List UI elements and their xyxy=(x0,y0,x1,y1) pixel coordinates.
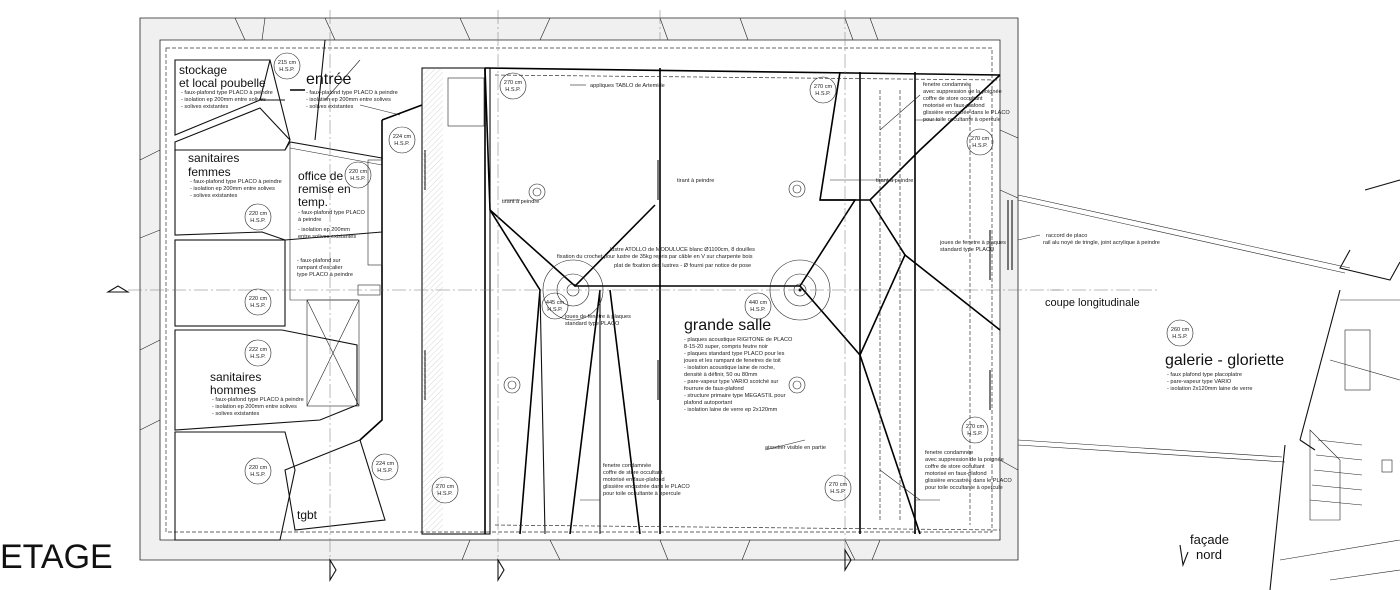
annotation-tirant: tirant à peindre xyxy=(876,178,914,184)
height-marker xyxy=(245,289,271,315)
annotation-joues: standard type PLACO xyxy=(940,247,995,253)
height-sub: H.S.P. xyxy=(250,472,266,478)
room-note: - plaques standard type PLACO pour les xyxy=(684,351,785,357)
room-note: rampant d'escalier xyxy=(297,265,343,271)
height-sub: H.S.P. xyxy=(1172,334,1188,340)
annotation-line: coffre de store occultant xyxy=(603,470,663,476)
room-note: - faux-plafond type PLACO à peindre xyxy=(212,397,304,403)
height-marker xyxy=(967,129,993,155)
room-name-tgbt: tgbt xyxy=(297,508,318,522)
room-name-galerie: galerie - gloriette xyxy=(1165,352,1285,369)
height-marker xyxy=(810,77,836,103)
height-sub: H.S.P. xyxy=(967,431,983,437)
height-value: 224 cm xyxy=(375,461,395,467)
room-note: - isolation ep 200mm entre solives xyxy=(306,97,391,103)
height-marker xyxy=(542,293,568,319)
height-marker xyxy=(372,454,398,480)
annotation-line: avec suppression de la poignée xyxy=(923,89,1002,95)
height-marker xyxy=(962,417,988,443)
height-value: 270 cm xyxy=(435,484,455,490)
height-sub: H.S.P. xyxy=(394,141,410,147)
annotation-fenetre-bottom-mid xyxy=(603,463,690,497)
height-marker xyxy=(1167,320,1193,346)
annotation-line: fenetre condamnée xyxy=(925,450,974,456)
height-value: 440 cm xyxy=(748,300,768,306)
annotation-line: glissière encastrée dans le PLACO xyxy=(603,484,690,490)
room-note: entre solives existantes xyxy=(298,234,357,240)
height-marker xyxy=(825,475,851,501)
height-value: 270 cm xyxy=(965,424,985,430)
height-markers xyxy=(245,53,1193,503)
room-name-entree: entrée xyxy=(306,71,352,88)
room-note: - isolation 2x120mm laine de verre xyxy=(1167,386,1253,392)
room-name-sanitaires-hommes-1: sanitaires xyxy=(210,370,262,384)
height-sub: H.S.P. xyxy=(279,67,295,73)
annotation-line: pour toile occultante à opercule xyxy=(923,117,1001,123)
page-title: ETAGE xyxy=(0,538,113,576)
height-marker xyxy=(500,73,526,99)
height-marker xyxy=(745,293,771,319)
room-note: - faux-plafond type PLACO à peindre xyxy=(181,90,273,96)
room-note: 8-15-20 super, compris feutre noir xyxy=(684,344,768,350)
room-note: - solives existantes xyxy=(181,104,229,110)
room-name-sanitaires-femmes-2: femmes xyxy=(188,165,231,179)
height-value: 270 cm xyxy=(813,84,833,90)
room-note: à peindre xyxy=(298,217,322,223)
height-marker xyxy=(389,127,415,153)
annotation-fenetre-top-right xyxy=(923,82,1010,123)
annotation-line: coffre de store occultant xyxy=(925,464,985,470)
height-sub: H.S.P. xyxy=(972,143,988,149)
height-value: 270 cm xyxy=(970,136,990,142)
room-note: densité à définir, 50 ou 80mm xyxy=(684,372,758,378)
annotation-line: fenetre condamnée xyxy=(923,82,972,88)
room-note: - solives existantes xyxy=(190,193,238,199)
room-note: - faux-plafond sur xyxy=(297,258,341,264)
height-value: 220 cm xyxy=(248,296,268,302)
room-name-office-2: remise en xyxy=(298,182,351,196)
room-note: joues et les rampant de fenetres de toit xyxy=(684,358,781,364)
room-note: - isolation acoustique laine de roche, xyxy=(684,365,775,371)
facade-label-1: façade xyxy=(1190,532,1230,547)
annotation-tirant: tirant à peindre xyxy=(677,178,715,184)
height-value: 220 cm xyxy=(248,465,268,471)
room-note: - isolation ep 200mm entre solives xyxy=(181,97,266,103)
annotation-raccord: raccord de placo xyxy=(1046,233,1088,239)
annotation-line: glissière encastrée dans le PLACO xyxy=(923,110,1010,116)
facade-label-2: nord xyxy=(1196,547,1223,562)
room-note: - solives existantes xyxy=(306,104,354,110)
room-note: fourrure de faux-plafond xyxy=(684,386,744,392)
annotation-joues: joues de fenetre à plaques xyxy=(940,240,1006,246)
annotation-lustre: lustre ATOLLO de MODULUCE blanc Ø1100cm, 8 douilles xyxy=(610,247,755,253)
room-note: - pare-vapeur type VARIO xyxy=(1167,379,1232,385)
room-note: - faux-plafond type PLACO xyxy=(298,210,365,216)
height-marker xyxy=(245,204,271,230)
annotation-line: coffre de store occultant xyxy=(923,96,983,102)
annotation-line: pour toile occultante à opercule xyxy=(925,485,1003,491)
annotation-aisselier: aisselier visible en partie xyxy=(765,445,826,451)
room-note: - isolation ep 200mm entre solives xyxy=(190,186,275,192)
annotation-lustre: plat de fixation des lustres - Ø fourni par notice de pose xyxy=(614,263,752,269)
height-marker xyxy=(245,458,271,484)
annotation-joues: joues de fenetre à plaques xyxy=(565,314,631,320)
height-value: 222 cm xyxy=(248,347,268,353)
room-name-sanitaires-hommes-2: hommes xyxy=(210,383,257,397)
annotation-line: motorisé en faux-plafond xyxy=(603,477,665,483)
room-name-office-1: office de xyxy=(298,169,344,183)
height-sub: H.S.P. xyxy=(377,468,393,474)
room-note: plafond autoportant xyxy=(684,400,733,406)
annotation-joues: standard type PLACO xyxy=(565,321,620,327)
section-label: coupe longitudinale xyxy=(1045,297,1140,309)
annotation-line: motorisé en faux-plafond xyxy=(923,103,985,109)
room-note: - solives existantes xyxy=(212,411,260,417)
room-note: - structure primaire type MEGASTIL pour xyxy=(684,393,786,399)
room-note: type PLACO à peindre xyxy=(297,272,353,278)
room-note: - isolation ep 200mm entre solives xyxy=(212,404,297,410)
annotation-fenetre-bottom-right xyxy=(925,450,1012,491)
height-sub: H.S.P. xyxy=(250,354,266,360)
height-marker xyxy=(345,162,371,188)
annotation-line: avec suppression de la poignée xyxy=(925,457,1004,463)
height-value: 270 cm xyxy=(503,80,523,86)
room-name-grande-salle: grande salle xyxy=(684,317,772,334)
height-sub: H.S.P. xyxy=(750,307,766,313)
height-sub: H.S.P. xyxy=(830,489,846,495)
room-note: - isolation laine de verre ep 2x120mm xyxy=(684,407,778,413)
annotation-line: pour toile occultante à opercule xyxy=(603,491,681,497)
room-note: - plaques acoustique RIGITONE de PLACO xyxy=(684,337,793,343)
annotation-appliques: appliques TABLO de Artemide xyxy=(590,83,665,89)
annotation-lustre: fixation du crochet pour lustre de 35kg repris par câble en V sur charpente bois xyxy=(557,254,753,260)
height-sub: H.S.P. xyxy=(250,218,266,224)
height-sub: H.S.P. xyxy=(350,176,366,182)
height-value: 220 cm xyxy=(348,169,368,175)
height-sub: H.S.P. xyxy=(505,87,521,93)
height-value: 270 cm xyxy=(828,482,848,488)
room-name-stockage-2: et local poubelle xyxy=(179,76,266,90)
room-note: - faux plafond type placoplatre xyxy=(1167,372,1242,378)
room-note: - faux-plafond type PLACO à peindre xyxy=(306,90,398,96)
height-value: 445 cm xyxy=(545,300,565,306)
height-value: 260 cm xyxy=(1170,327,1190,333)
height-marker xyxy=(274,53,300,79)
height-value: 220 cm xyxy=(248,211,268,217)
height-sub: H.S.P. xyxy=(437,491,453,497)
grande-salle-notes xyxy=(683,337,793,413)
room-note: - faux-plafond type PLACO à peindre xyxy=(190,179,282,185)
room-name-sanitaires-femmes-1: sanitaires xyxy=(188,151,240,165)
height-sub: H.S.P. xyxy=(547,307,563,313)
room-name-office-3: temp. xyxy=(298,195,329,209)
height-marker xyxy=(245,340,271,366)
annotation-line: glissière encastrée dans le PLACO xyxy=(925,478,1012,484)
room-note: - isolation ep 200mm xyxy=(298,227,350,233)
annotation-line: motorisé en faux-plafond xyxy=(925,471,987,477)
room-name-stockage-1: stockage xyxy=(179,63,228,77)
room-note: - pare-vapeur type VARIO scotché sur xyxy=(684,379,779,385)
height-sub: H.S.P. xyxy=(250,303,266,309)
height-value: 215 cm xyxy=(277,60,297,66)
annotation-raccord: rail alu noyé de tringle, joint acrylique à peindre xyxy=(1043,240,1160,246)
height-sub: H.S.P. xyxy=(815,91,831,97)
annotation-line: fenetre condamnée xyxy=(603,463,652,469)
height-value: 224 cm xyxy=(392,134,412,140)
annotation-tirant: tirant à peindre xyxy=(502,199,540,205)
